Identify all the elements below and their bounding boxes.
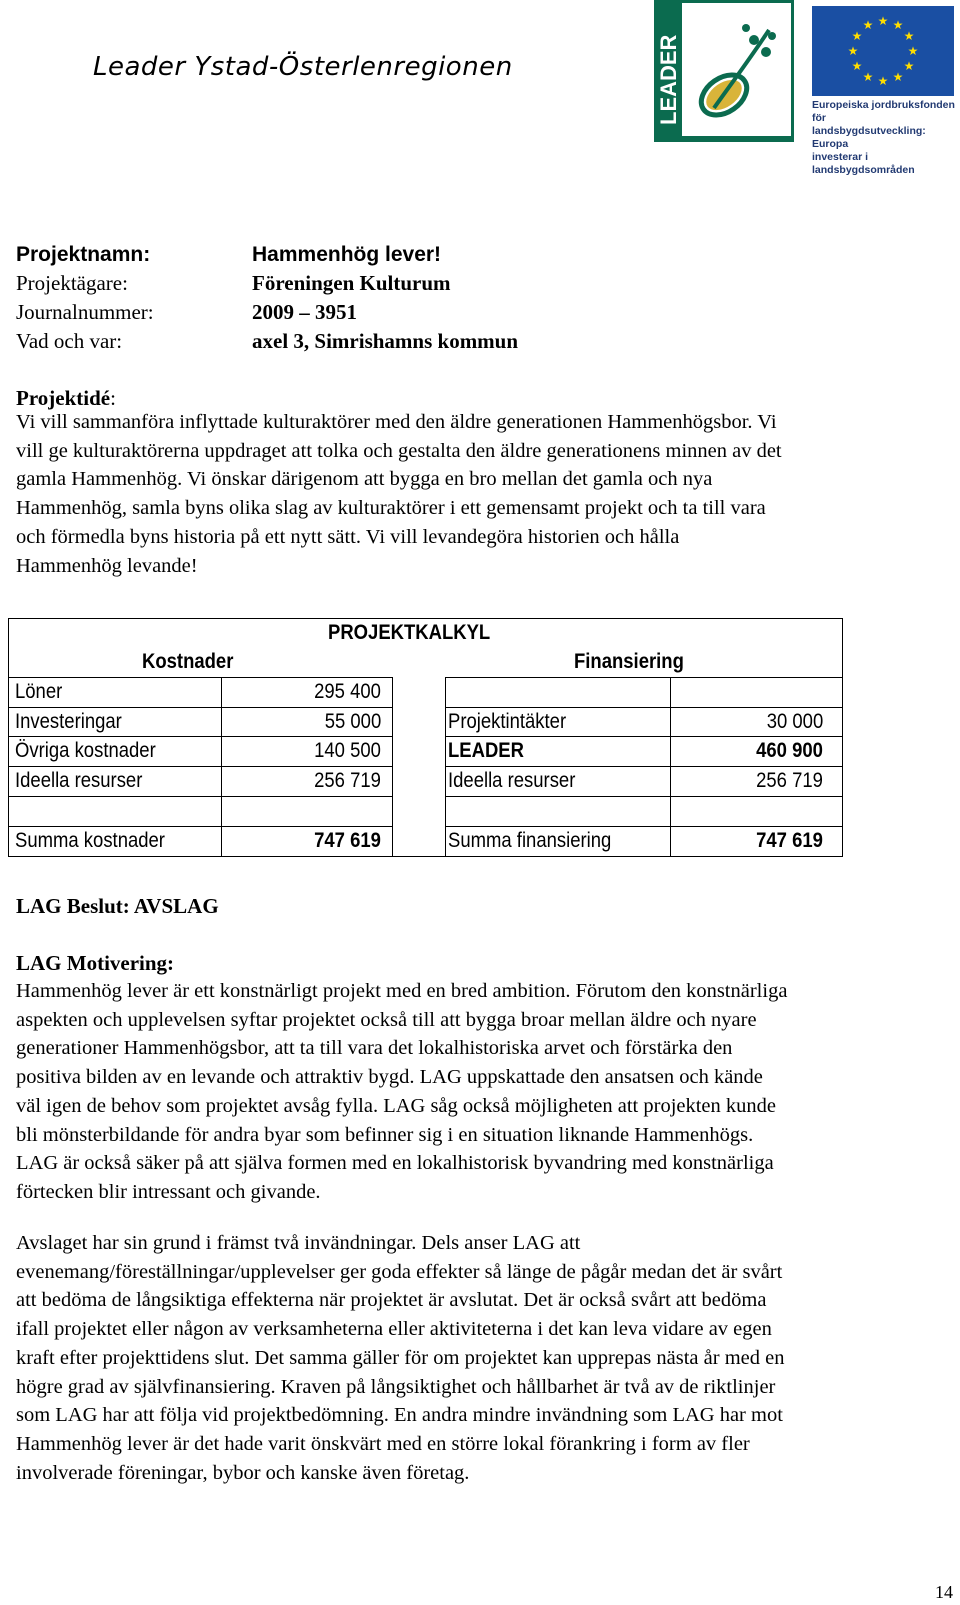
info-row-where bbox=[16, 327, 518, 356]
cost-value: 55 000 bbox=[324, 710, 381, 733]
text-line: högre grad av självfinansiering. Kraven på långsiktighet och hållbarhet är två av de riktlinjer bbox=[16, 1375, 776, 1398]
eu-caption-line: landsbygdsutveckling: Europa bbox=[812, 125, 926, 150]
eu-star-icon: ★ bbox=[877, 74, 889, 88]
text-line: aspekten och upplevelsen syftar projektet också till att bygga broar mellan äldre och nyare bbox=[16, 1008, 757, 1031]
cost-label: Löner bbox=[15, 680, 63, 703]
text-line: som LAG har att följa vid projektbedömning. En andra mindre invändning som LAG har mot bbox=[16, 1404, 783, 1427]
eu-star-icon: ★ bbox=[903, 59, 915, 73]
idea-paragraph bbox=[16, 408, 960, 580]
eu-flag bbox=[812, 6, 954, 96]
text-line: LAG är också säker på att själva formen med en lokalhistorisk byvandring med konstnärliga bbox=[16, 1152, 774, 1175]
text-line: gamla Hammenhög. Vi önskar därigenom att bygga en bro mellan det gamla och nya bbox=[16, 468, 713, 491]
eu-star-icon: ★ bbox=[847, 44, 859, 58]
eu-caption-line: investerar i landsbygdsområden bbox=[812, 151, 915, 176]
budget-table bbox=[8, 618, 843, 856]
financing-value: 460 900 bbox=[756, 739, 823, 762]
lag-motivation-heading: LAG Motivering: bbox=[16, 951, 175, 975]
financing-label: LEADER bbox=[448, 739, 524, 762]
eu-star-icon: ★ bbox=[892, 18, 904, 32]
cost-label: Ideella resurser bbox=[15, 769, 143, 792]
text-line: positiva bilden av en levande och attraktiv bygd. LAG uppskattade den ansatsen och kände bbox=[16, 1066, 763, 1089]
info-label: Projektnamn: bbox=[16, 243, 151, 266]
cost-value: 256 719 bbox=[314, 769, 381, 792]
project-info bbox=[16, 240, 518, 356]
eu-star-icon: ★ bbox=[892, 70, 904, 84]
cost-label: Investeringar bbox=[15, 710, 122, 733]
text-line: vill ge kulturaktörerna uppdraget att tolka och gestalta den äldre generationens minnen av det bbox=[16, 439, 782, 462]
text-line: ifall projektet eller någon av verksamheterna eller aktiviteterna i det kan leva vidare av egen bbox=[16, 1318, 772, 1341]
text-line: bli mönsterbildande för andra byar som befinner sig i en situation liknande Hammenhögs. bbox=[16, 1123, 754, 1146]
cost-value: 295 400 bbox=[314, 680, 381, 703]
info-label: Projektägare: bbox=[16, 271, 128, 295]
total-costs-label: Summa kostnader bbox=[15, 829, 165, 852]
idea-heading-colon: : bbox=[110, 386, 116, 410]
info-value: axel 3, Simrishamns kommun bbox=[252, 329, 519, 353]
text-line: och förmedla byns historia på ett nytt sätt. Vi vill levandegöra historien och hålla bbox=[16, 525, 680, 548]
financing-value: 30 000 bbox=[766, 710, 823, 733]
cost-label: Övriga kostnader bbox=[15, 739, 156, 762]
info-row-journal bbox=[16, 298, 518, 327]
total-financing-label: Summa finansiering bbox=[448, 829, 612, 852]
text-line: Avslaget har sin grund i främst två invändningar. Dels anser LAG att bbox=[16, 1232, 581, 1254]
text-line: involverade föreningar, bybor och kanske även företag. bbox=[16, 1461, 470, 1484]
eu-star-icon: ★ bbox=[851, 29, 863, 43]
text-line: Hammenhög levande! bbox=[16, 554, 198, 577]
text-line: förtecken blir intressant och givande. bbox=[16, 1180, 321, 1203]
lag-decision: LAG Beslut: AVSLAG bbox=[16, 894, 219, 918]
eu-caption-line: Europeiska jordbruksfonden för bbox=[812, 99, 955, 124]
page-number: 14 bbox=[935, 1582, 953, 1602]
info-value: 2009 – 3951 bbox=[252, 300, 357, 324]
info-label: Vad och var: bbox=[16, 329, 123, 353]
text-line: Hammenhög lever är ett konstnärligt projekt med en bred ambition. Förutom den konstnärliga bbox=[16, 980, 788, 1002]
eu-star-icon: ★ bbox=[907, 44, 919, 58]
info-row-owner bbox=[16, 269, 518, 298]
info-value: Hammenhög lever! bbox=[252, 243, 442, 266]
eu-star-icon: ★ bbox=[862, 70, 874, 84]
text-line: väl igen de behov som projektet avsåg fylla. LAG såg också möjligheten att projekten kunde bbox=[16, 1094, 777, 1117]
text-line: Hammenhög, samla byns olika slag av kulturaktörer i ett gemensamt projekt och ta till vara bbox=[16, 497, 766, 520]
financing-header: Finansiering bbox=[574, 650, 684, 673]
costs-header: Kostnader bbox=[142, 650, 234, 673]
header-title: Leader Ystad-Österlenregionen bbox=[93, 52, 513, 82]
motivation-paragraph-2 bbox=[16, 1229, 960, 1487]
financing-label: Projektintäkter bbox=[448, 710, 567, 733]
total-financing-value: 747 619 bbox=[756, 829, 823, 852]
total-costs-value: 747 619 bbox=[314, 829, 381, 852]
financing-value: 256 719 bbox=[756, 769, 823, 792]
text-line: att bedöma de långsiktiga effekterna när projektet är avslutat. Det är också svårt att bedöma bbox=[16, 1289, 767, 1312]
eu-star-icon: ★ bbox=[851, 59, 863, 73]
text-line: Vi vill sammanföra inflyttade kulturaktörer med den äldre generationen Hammenhögsbor. Vi bbox=[16, 411, 777, 433]
info-row-name bbox=[16, 240, 518, 269]
eu-star-icon: ★ bbox=[862, 18, 874, 32]
info-label: Journalnummer: bbox=[16, 300, 154, 324]
eu-star-icon: ★ bbox=[903, 29, 915, 43]
info-value: Föreningen Kulturum bbox=[252, 271, 451, 295]
text-line: kraft efter projekttidens slut. Det samma gäller för om projektet kan upprepas nästa år med en bbox=[16, 1346, 785, 1369]
text-line: Hammenhög lever är det hade varit önskvärt med en större lokal förankring i form av fler bbox=[16, 1432, 750, 1455]
financing-label: Ideella resurser bbox=[448, 769, 576, 792]
cost-value: 140 500 bbox=[314, 739, 381, 762]
eu-logo bbox=[812, 6, 955, 176]
text-line: generationer Hammenhögsbor, att ta till vara det lokalhistoriska arvet och förstärka den bbox=[16, 1037, 733, 1060]
motivation-paragraph-1 bbox=[16, 977, 960, 1207]
idea-heading-text: Projektidé bbox=[16, 386, 111, 410]
leader-logo-text: LEADER bbox=[656, 34, 681, 125]
leader-logo bbox=[654, 0, 794, 142]
eu-star-icon: ★ bbox=[877, 14, 889, 28]
eu-caption bbox=[812, 99, 958, 177]
text-line: evenemang/föreställningar/upplevelser ger goda effekter så länge de pågår medan det är svårt bbox=[16, 1260, 783, 1283]
budget-title: PROJEKTKALKYL bbox=[328, 621, 491, 644]
